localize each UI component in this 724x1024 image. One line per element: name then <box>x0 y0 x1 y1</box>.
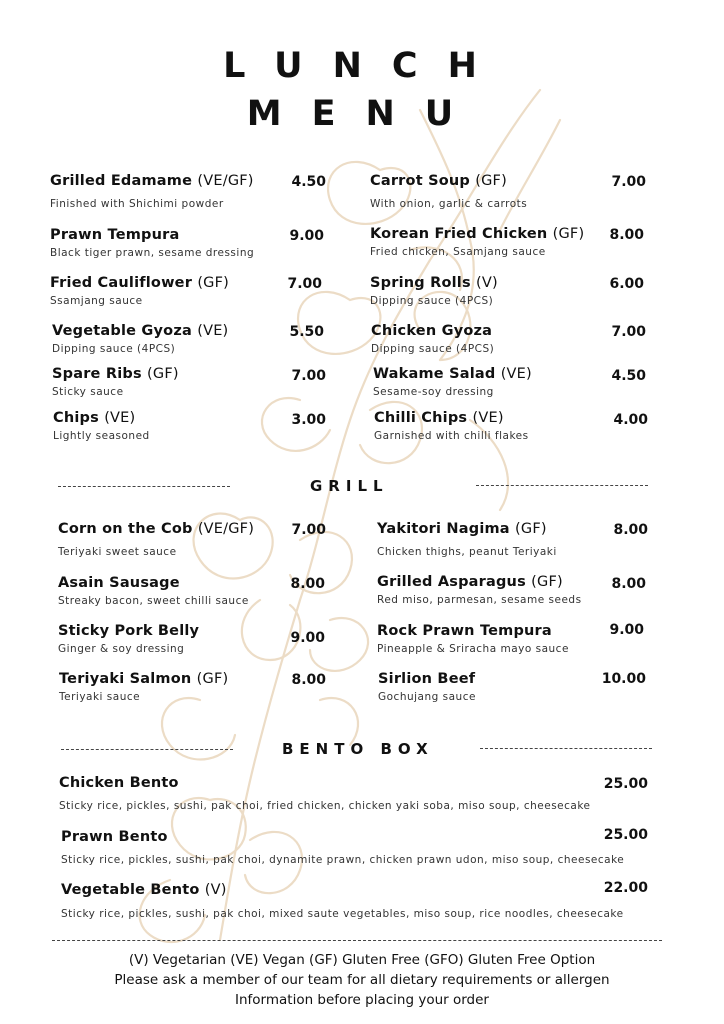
item-description: Sticky rice, pickles, sushi, pak choi, dynamite prawn, chicken prawn udon, miso soup, cheesecake <box>61 854 625 866</box>
menu-item <box>377 623 569 655</box>
item-price: 22.00 <box>603 880 648 896</box>
section-divider <box>61 749 233 750</box>
item-price: 4.50 <box>611 368 646 384</box>
item-description: Ssamjang sauce <box>50 295 143 307</box>
item-description: Sticky rice, pickles, sushi, pak choi, fried chicken, chicken yaki soba, miso soup, cheesecake <box>59 800 591 812</box>
item-description: Teriyaki sauce <box>59 691 141 703</box>
item-price: 5.50 <box>289 324 324 340</box>
menu-title-line-1: LUNCH <box>223 46 507 86</box>
item-price: 9.00 <box>609 622 644 638</box>
menu-item <box>52 323 228 355</box>
item-name: Chilli Chips (VE) <box>374 410 504 426</box>
item-name: Prawn Tempura <box>50 227 180 243</box>
item-description: Lightly seasoned <box>53 430 150 442</box>
item-name: Vegetable Gyoza (VE) <box>52 323 229 339</box>
dietary-legend: (V) Vegetarian (VE) Vegan (GF) Gluten Free (GFO) Gluten Free Option <box>128 952 596 968</box>
item-name: Fried Cauliflower (GF) <box>50 275 230 291</box>
item-description: Red miso, parmesan, sesame seeds <box>377 594 582 606</box>
item-name: Chicken Gyoza <box>371 323 493 339</box>
item-price: 7.00 <box>287 276 322 292</box>
item-name: Sirlion Beef <box>378 671 476 687</box>
item-name: Spring Rolls (V) <box>370 275 498 291</box>
item-description: Dipping sauce (4PCS) <box>52 343 176 355</box>
item-price: 8.00 <box>613 522 648 538</box>
menu-item <box>377 521 557 558</box>
item-price: 9.00 <box>290 630 325 646</box>
item-name: Yakitori Nagima (GF) <box>377 521 547 537</box>
item-price: 25.00 <box>603 827 648 843</box>
item-description: Dipping sauce (4PCS) <box>371 343 495 355</box>
item-price: 7.00 <box>291 368 326 384</box>
menu-item <box>370 173 527 210</box>
item-price: 8.00 <box>290 576 325 592</box>
menu-item <box>58 623 199 655</box>
item-name: Chicken Bento <box>59 775 179 791</box>
item-name: Grilled Asparagus (GF) <box>377 574 563 590</box>
item-name: Vegetable Bento (V) <box>61 882 227 898</box>
item-price: 8.00 <box>291 672 326 688</box>
item-name: Wakame Salad (VE) <box>373 366 532 382</box>
menu-item <box>370 226 584 258</box>
item-price: 3.00 <box>291 412 326 428</box>
menu-item <box>53 410 150 442</box>
footer-divider <box>52 940 662 941</box>
item-name: Sticky Pork Belly <box>58 623 200 639</box>
menu-item <box>371 323 494 355</box>
item-name: Prawn Bento <box>61 829 168 845</box>
item-description: Teriyaki sweet sauce <box>58 546 177 558</box>
item-description: Gochujang sauce <box>378 691 476 703</box>
item-description: Chicken thighs, peanut Teriyaki <box>377 546 557 558</box>
menu-item <box>378 671 476 703</box>
item-price: 4.50 <box>291 174 326 190</box>
section-heading-bento: BENTO BOX <box>282 740 434 758</box>
menu-item <box>50 275 229 307</box>
item-price: 25.00 <box>603 776 648 792</box>
item-price: 10.00 <box>601 671 646 687</box>
menu-title-line-2: MENU <box>246 94 484 134</box>
item-price: 9.00 <box>289 228 324 244</box>
menu-item <box>59 775 591 812</box>
section-heading-grill: GRILL <box>310 477 389 495</box>
menu-item <box>58 575 249 607</box>
menu-item <box>373 366 532 398</box>
item-description: Sesame-soy dressing <box>373 386 494 398</box>
item-price: 8.00 <box>609 227 644 243</box>
item-name: Spare Ribs (GF) <box>52 366 179 382</box>
menu-item <box>50 173 254 210</box>
item-price: 6.00 <box>609 276 644 292</box>
item-description: Finished with Shichimi powder <box>50 198 224 210</box>
menu-item <box>59 671 228 703</box>
item-description: Pineapple & Sriracha mayo sauce <box>377 643 569 655</box>
item-name: Rock Prawn Tempura <box>377 623 552 639</box>
section-divider <box>58 486 230 487</box>
allergen-notice-line-1: Please ask a member of our team for all dietary requirements or allergen <box>114 972 610 988</box>
menu-item <box>374 410 529 442</box>
item-price: 8.00 <box>611 576 646 592</box>
item-description: Ginger & soy dressing <box>58 643 185 655</box>
item-name: Carrot Soup (GF) <box>370 173 507 189</box>
section-divider <box>480 748 652 749</box>
item-name: Asain Sausage <box>58 575 180 591</box>
item-name: Korean Fried Chicken (GF) <box>370 226 585 242</box>
item-name: Chips (VE) <box>53 410 136 426</box>
menu-item <box>52 366 179 398</box>
item-description: With onion, garlic & carrots <box>370 198 528 210</box>
item-description: Sticky sauce <box>52 386 124 398</box>
menu-item <box>61 882 624 920</box>
allergen-notice-line-2: Information before placing your order <box>234 992 489 1008</box>
item-name: Teriyaki Salmon (GF) <box>59 671 229 687</box>
item-price: 7.00 <box>611 324 646 340</box>
menu-item <box>50 227 254 259</box>
item-description: Streaky bacon, sweet chilli sauce <box>58 595 249 607</box>
item-name: Grilled Edamame (VE/GF) <box>50 173 254 189</box>
section-divider <box>476 485 648 486</box>
item-name: Corn on the Cob (VE/GF) <box>58 521 255 537</box>
item-description: Sticky rice, pickles, sushi, pak choi, mixed saute vegetables, miso soup, rice noodles, cheesecake <box>61 908 624 920</box>
item-description: Garnished with chilli flakes <box>374 430 529 442</box>
item-description: Black tiger prawn, sesame dressing <box>50 247 255 259</box>
item-description: Fried chicken, Ssamjang sauce <box>370 246 546 258</box>
item-price: 4.00 <box>613 412 648 428</box>
menu-item <box>377 574 582 606</box>
item-price: 7.00 <box>611 174 646 190</box>
menu-item <box>61 829 624 866</box>
menu-item <box>58 521 254 558</box>
menu-item <box>370 275 498 307</box>
item-description: Dipping sauce (4PCS) <box>370 295 494 307</box>
item-price: 7.00 <box>291 522 326 538</box>
